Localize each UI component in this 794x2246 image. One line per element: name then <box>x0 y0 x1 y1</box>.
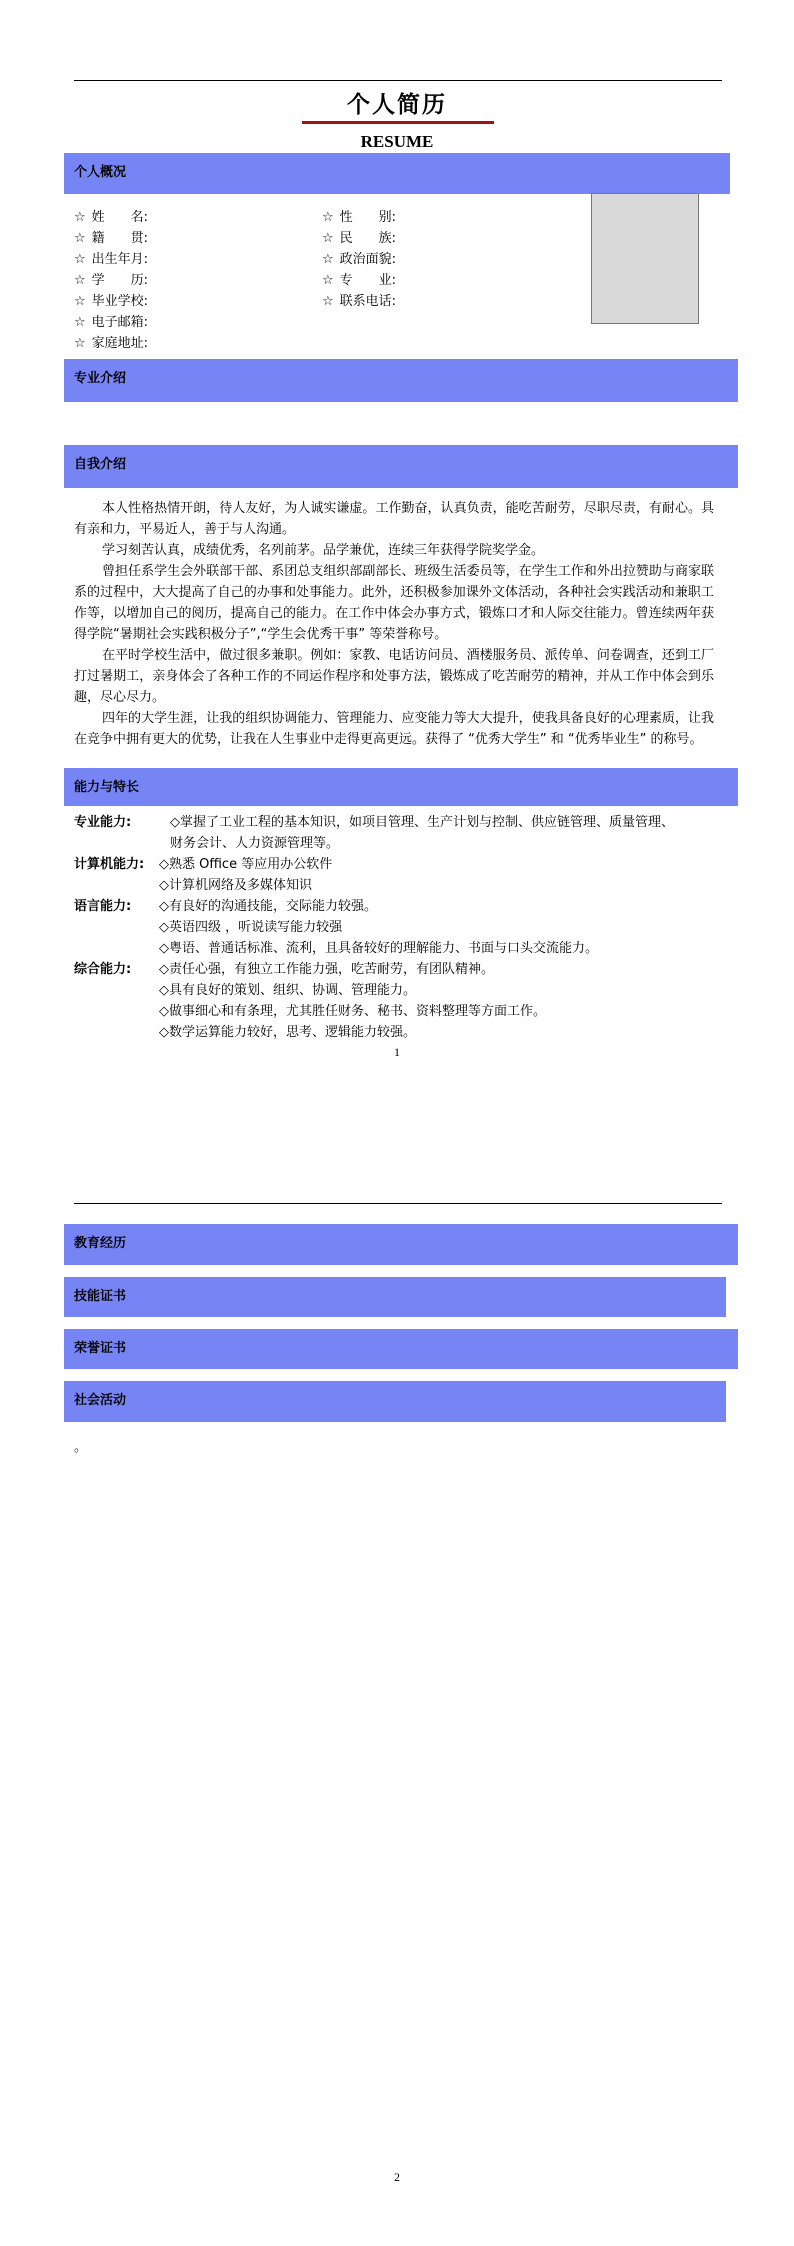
field-birth: ☆ 出生年月: <box>74 252 149 267</box>
page2-top-rule <box>74 1203 722 1204</box>
trailing-mark: 。 <box>74 1440 88 1455</box>
field-address: ☆ 家庭地址: <box>74 336 149 351</box>
field-degree: ☆ 学 历: <box>74 273 149 288</box>
field-gender: ☆ 性 别: <box>322 210 397 225</box>
self-intro-para-2: 学习刻苦认真，成绩优秀，名列前茅。品学兼优，连续三年获得学院奖学金。 <box>102 543 545 558</box>
skill-professional-line-2: 财务会计、人力资源管理等。 <box>170 836 340 851</box>
section-self-intro: 自我介绍 <box>64 445 738 488</box>
page-number-1: 1 <box>394 1045 400 1059</box>
self-intro-para-5: 四年的大学生涯，让我的组织协调能力、管理能力、应变能力等大大提升，使我具备良好的心理素质，让我在竞争中拥有更大的优势，让我在人生事业中走得更高更远。获得了 “优秀大学生” 和 “优秀毕业生” 的称号。 <box>74 711 714 747</box>
skill-language-line-1: ◇有良好的沟通技能，交际能力较强。 <box>159 899 377 914</box>
skill-language-line-2: ◇英语四级 ，听说读写能力较强 <box>159 920 343 935</box>
skill-language-line-3: ◇粤语、普通话标准、流利，且具备较好的理解能力、书面与口头交流能力。 <box>159 941 598 956</box>
skill-general-line-3: ◇做事细心和有条理，尤其胜任财务、秘书、资料整理等方面工作。 <box>159 1004 546 1019</box>
section-activities: 社会活动 <box>64 1381 726 1422</box>
self-intro-para-1: 本人性格热情开朗，待人友好，为人诚实谦虚。工作勤奋，认真负责，能吃苦耐劳，尽职尽责，有耐心。具有亲和力，平易近人，善于与人沟通。 <box>74 501 714 537</box>
skill-general-line-1: ◇责任心强，有独立工作能力强，吃苦耐劳，有团队精神。 <box>159 962 494 977</box>
skill-general-line-2: ◇具有良好的策划、组织、协调、管理能力。 <box>159 983 416 998</box>
resume-subtitle: RESUME <box>360 132 434 151</box>
page-number-2: 2 <box>394 2170 400 2184</box>
skill-language-label: 语言能力: <box>74 899 132 914</box>
top-rule <box>74 80 722 81</box>
skill-computer-line-2: ◇计算机网络及多媒体知识 <box>159 878 312 893</box>
field-name: ☆ 姓 名: <box>74 210 149 225</box>
field-school: ☆ 毕业学校: <box>74 294 149 309</box>
skill-computer-line-1: ◇熟悉 Office 等应用办公软件 <box>159 857 333 872</box>
self-intro-para-4: 在平时学校生活中，做过很多兼职。例如：家教、电话访问员、酒楼服务员、派传单、问卷调查，还到工厂打过暑期工，亲身体会了各种工作的不同运作程序和处事方法，锻炼成了吃苦耐劳的精神，并从工作中体会到乐趣，尽心尽力。 <box>74 648 714 705</box>
section-certificates: 技能证书 <box>64 1277 726 1317</box>
section-overview: 个人概况 <box>64 153 730 194</box>
field-major: ☆ 专 业: <box>322 273 397 288</box>
field-ethnicity: ☆ 民 族: <box>322 231 397 246</box>
resume-title: 个人简历 <box>347 92 447 118</box>
section-major: 专业介绍 <box>64 359 738 402</box>
skill-professional-line-1: ◇掌握了工业工程的基本知识，如项目管理、生产计划与控制、供应链管理、质量管理、 <box>170 815 674 830</box>
field-email: ☆ 电子邮箱: <box>74 315 149 330</box>
title-underline <box>302 121 494 124</box>
skill-professional-label: 专业能力: <box>74 815 132 830</box>
personal-info-left <box>74 207 148 354</box>
skill-general-label: 综合能力: <box>74 962 132 977</box>
section-honors: 荣誉证书 <box>64 1329 738 1369</box>
skill-general-line-4: ◇数学运算能力较好，思考、逻辑能力较强。 <box>159 1025 416 1040</box>
section-abilities: 能力与特长 <box>64 768 738 806</box>
skill-computer-label: 计算机能力: <box>74 857 145 872</box>
field-political: ☆ 政治面貌: <box>322 252 397 267</box>
field-phone: ☆ 联系电话: <box>322 294 397 309</box>
photo-placeholder <box>591 193 699 324</box>
section-education: 教育经历 <box>64 1224 738 1265</box>
self-intro-para-3: 曾担任系学生会外联部干部、系团总支组织部副部长、班级生活委员等，在学生工作和外出拉赞助与商家联系的过程中，大大提高了自己的办事和处事能力。此外，还积极参加课外文体活动，各种社会实践活动和兼职工作等，以增加自己的阅历，提高自己的能力。在工作中体会办事方式，锻炼口才和人际交往能力。曾连续两年获得学院“暑期社会实践积极分子”,“学生会优秀干事” 等荣誉称号。 <box>74 564 714 642</box>
personal-info-right <box>322 207 396 312</box>
field-hometown: ☆ 籍 贯: <box>74 231 149 246</box>
